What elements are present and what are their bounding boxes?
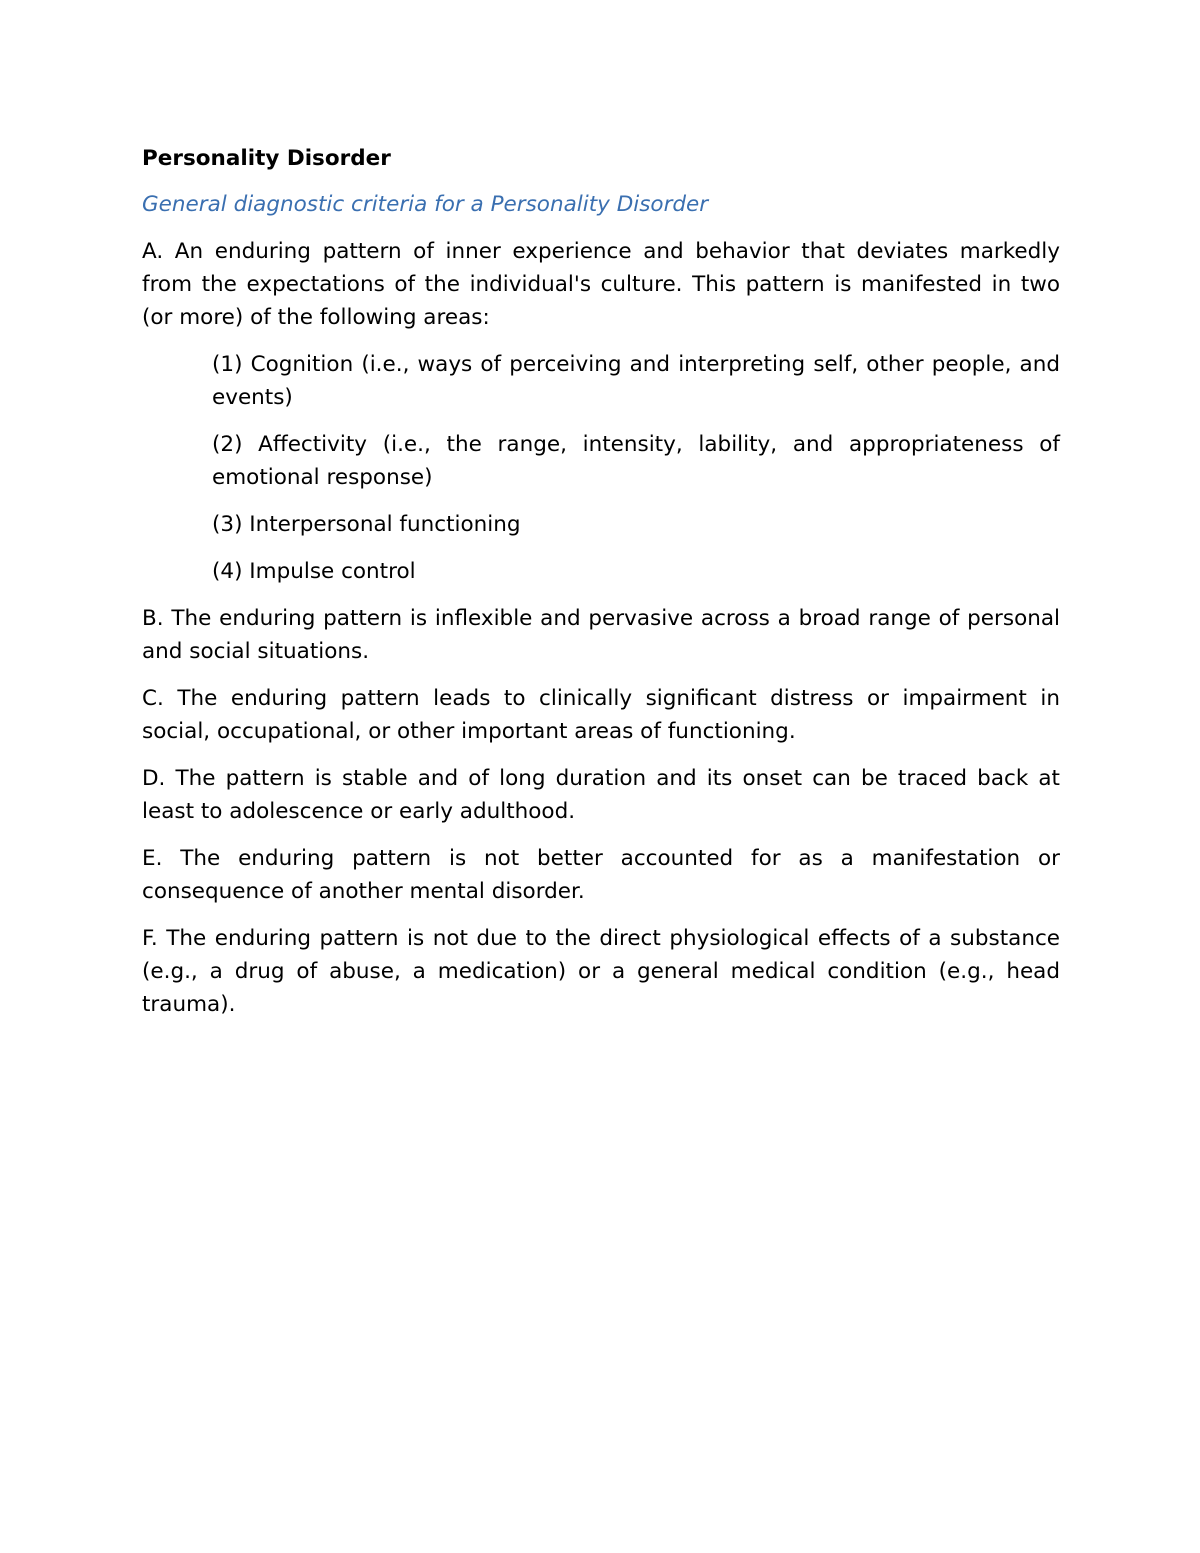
criterion-e: E. The enduring pattern is not better accounted for as a manifestation or consequence of another mental disorder. — [142, 846, 1060, 904]
criterion-c: C. The enduring pattern leads to clinically significant distress or impairment in social, occupational, or other important areas of functioning. — [142, 686, 1060, 744]
document-content — [142, 140, 1060, 1021]
area-item-impulse-control: (4) Impulse control — [212, 559, 416, 584]
criterion-a: A. An enduring pattern of inner experience and behavior that deviates markedly from the expectations of the individual's culture. This pattern is manifested in two (or more) of the following areas: — [142, 239, 1060, 330]
criterion-b: B. The enduring pattern is inflexible and pervasive across a broad range of personal and social situations. — [142, 606, 1060, 664]
document-subtitle: General diagnostic criteria for a Personality Disorder — [142, 192, 709, 217]
areas-list — [142, 348, 1060, 588]
criterion-f: F. The enduring pattern is not due to the direct physiological effects of a substance (e.g., a drug of abuse, a medication) or a general medical condition (e.g., head trauma). — [142, 926, 1060, 1017]
area-item-interpersonal: (3) Interpersonal functioning — [212, 512, 521, 537]
criterion-d: D. The pattern is stable and of long duration and its onset can be traced back at least to adolescence or early adulthood. — [142, 766, 1060, 824]
area-item-cognition: (1) Cognition (i.e., ways of perceiving and interpreting self, other people, and events) — [212, 352, 1060, 410]
area-item-affectivity: (2) Affectivity (i.e., the range, intensity, lability, and appropriateness of emotional response) — [212, 432, 1060, 490]
document-title: Personality Disorder — [142, 146, 391, 171]
